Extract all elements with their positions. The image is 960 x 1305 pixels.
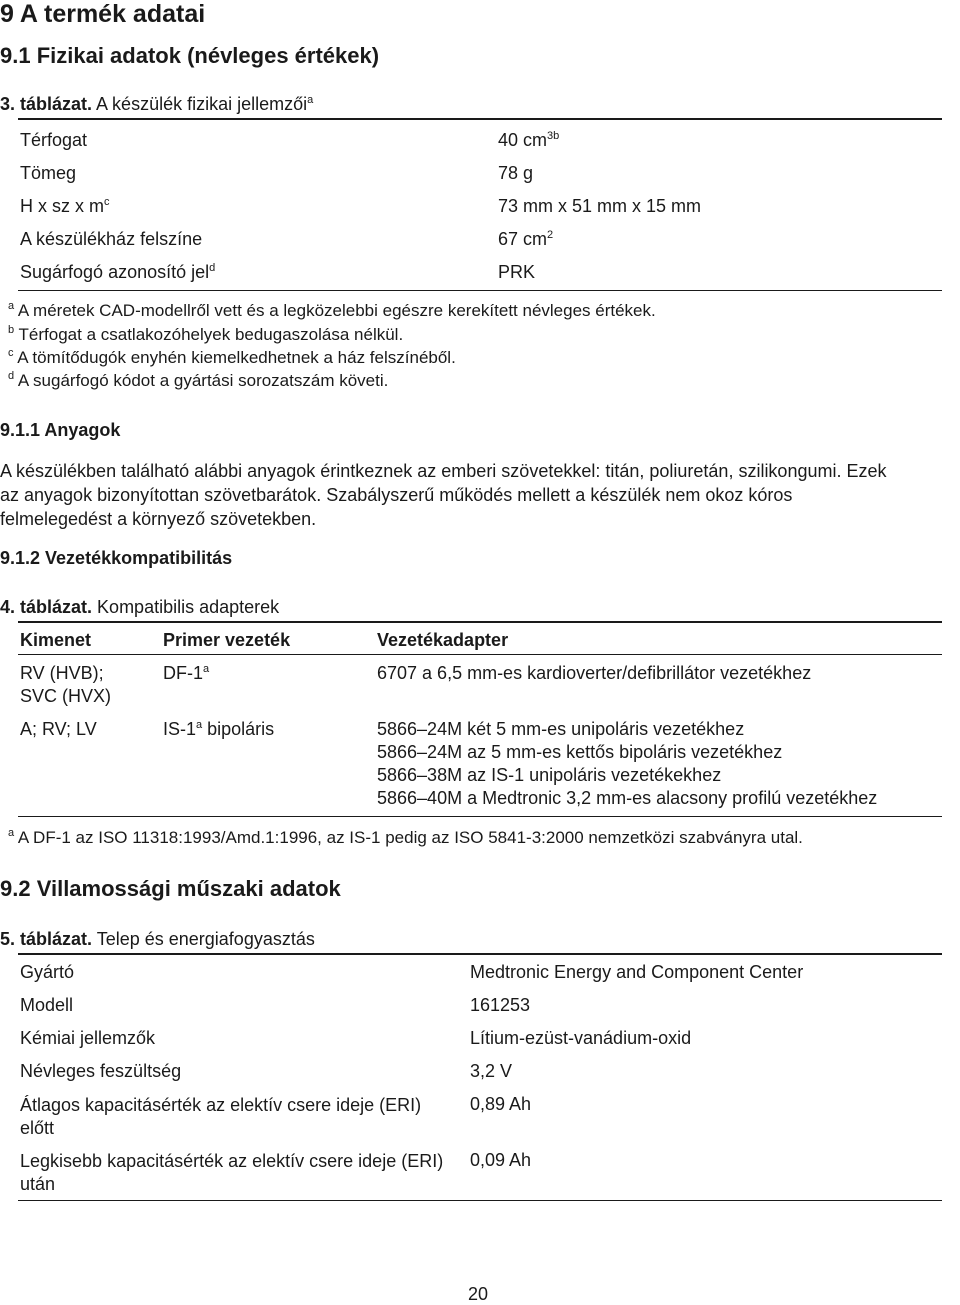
table-4-cell-output: RV (HVB); — [20, 663, 104, 683]
table-3-row-value: 78 g — [498, 163, 534, 183]
table-4-cell-output: SVC (HVX) — [20, 686, 112, 706]
table-5-row-value: 0,09 Ah — [470, 1150, 532, 1170]
table-4-cell-adapter: 5866–38M az IS-1 unipoláris vezetékekhez — [377, 765, 722, 785]
table-5-top-rule — [18, 953, 942, 955]
table-3-row-name: A készülékház felszíne — [20, 229, 203, 249]
table-3-footnote: $^d$ A sugárfogó kódot a gyártási sorozatszám követi. — [8, 370, 389, 390]
table-5-row-name: Névleges feszültség — [20, 1061, 182, 1081]
table-4-cell-adapter: 5866–24M két 5 mm-es unipoláris vezetékhez — [377, 719, 745, 739]
table-5-caption — [0, 929, 315, 950]
table-3-footnote: $^c$ A tömítődugók enyhén kiemelkedhetnek a ház felszínéből. — [8, 347, 456, 367]
table-4-bottom-rule — [18, 816, 942, 817]
body-text-line: A készülékben található alábbi anyagok érintkeznek az emberi szövetekkel: titán, poliuretán, szilikongumi. Ezek — [0, 461, 887, 481]
table-3-row-name: Tömeg — [20, 163, 77, 183]
table-3-caption — [0, 94, 313, 115]
table-5-row-value: Lítium-ezüst-vanádium-oxid — [470, 1028, 692, 1048]
table-4-cell-lead: DF-1$^a$ — [163, 663, 210, 683]
table-5-bottom-rule — [18, 1200, 942, 1201]
table-4-cell-adapter: 5866–24M az 5 mm-es kettős bipoláris vezetékhez — [377, 742, 783, 762]
table-4-caption — [0, 597, 279, 618]
table-3-row-name: Sugárfogó azonosító jel$^d$ — [20, 262, 216, 282]
table-5-row-value: 0,89 Ah — [470, 1094, 532, 1114]
table-4-cell-lead: IS-1$^a$ bipoláris — [163, 719, 275, 739]
table-5-row-value: Medtronic Energy and Component Center — [470, 962, 804, 982]
table-4-header: Vezetékadapter — [377, 630, 509, 650]
table-4-header: Kimenet — [20, 630, 92, 650]
table-3-title-footnote: a — [307, 94, 314, 106]
table-3-footnote: $^b$ Térfogat a csatlakozóhelyek bedugaszolása nélkül. — [8, 324, 404, 344]
table-4-top-rule — [18, 621, 942, 623]
table-3-row-value: 40 $cm^{3b}$ — [498, 130, 560, 150]
table-4-footnote: $^a$ A DF-1 az ISO 11318:1993/Amd.1:1996, az IS-1 pedig az ISO 5841-3:2000 nemzetközi szabványra utal. — [8, 827, 803, 847]
subsection-title: 9.1.1 Anyagok — [0, 420, 121, 440]
table-5-row-name: Átlagos kapacitásérték az elektív csere ideje (ERI) előtt — [20, 1095, 422, 1138]
table-4-label: 4. táblázat. — [0, 597, 93, 617]
table-3-row-value: 73 mm x 51 mm x 15 mm — [498, 196, 702, 216]
body-text-line: az anyagok bizonyítottan szövetbarátok. Szabályszerű működés mellett a készülék nem okoz kóros — [0, 485, 793, 505]
section-title: 9 A termék adatai — [0, 0, 206, 28]
table-4-cell-adapter: 6707 a 6,5 mm-es kardioverter/defibrillátor vezetékhez — [377, 663, 812, 683]
table-4-cell-output: A; RV; LV — [20, 719, 97, 739]
page-number: 20 — [468, 1284, 489, 1304]
table-3-label: 3. táblázat. — [0, 94, 93, 114]
table-3-title: A készülék fizikai jellemzői — [96, 94, 308, 114]
table-3-row-name: Térfogat — [20, 130, 88, 150]
table-4-header-rule — [18, 654, 942, 655]
subsection-title: 9.2 Villamossági műszaki adatok — [0, 876, 341, 901]
table-3-footnote: $^a$ A méretek CAD-modellről vett és a legközelebbi egészre kerekített névleges értékek. — [8, 300, 656, 320]
table-5-label: 5. táblázat. — [0, 929, 93, 949]
table-4-header: Primer vezeték — [163, 630, 291, 650]
subsection-title: 9.1.2 Vezetékkompatibilitás — [0, 548, 233, 568]
table-3-row-value: PRK — [498, 262, 536, 282]
table-5-row-value: 3,2 V — [470, 1061, 513, 1081]
table-3-bottom-rule — [18, 290, 942, 291]
table-5-row-name: Modell — [20, 995, 74, 1015]
table-3-row-name: H x sz x $m^c$ — [20, 196, 110, 216]
table-5-row-name: Gyártó — [20, 962, 75, 982]
table-3-row-value: 67 $cm^2$ — [498, 229, 554, 249]
table-5-row-name: Legkisebb kapacitásérték az elektív csere ideje (ERI) után — [20, 1151, 444, 1194]
body-text-line: felmelegedést a környező szövetekben. — [0, 509, 317, 529]
subsection-title: 9.1 Fizikai adatok (névleges értékek) — [0, 43, 380, 68]
table-3-top-rule — [18, 118, 942, 120]
table-5-row-value: 161253 — [470, 995, 531, 1015]
table-5-row-name: Kémiai jellemzők — [20, 1028, 156, 1048]
table-4-cell-adapter: 5866–40M a Medtronic 3,2 mm-es alacsony profilú vezetékhez — [377, 788, 878, 808]
table-4-title: Kompatibilis adapterek — [97, 597, 280, 617]
table-5-title: Telep és energiafogyasztás — [96, 929, 315, 949]
